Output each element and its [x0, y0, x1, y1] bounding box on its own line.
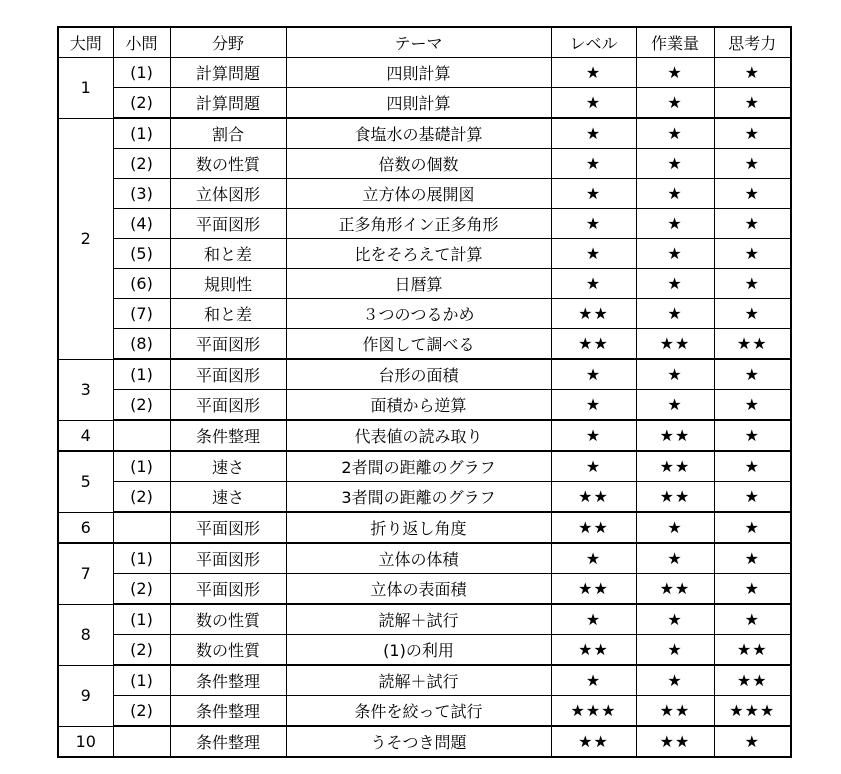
- workload-stars: ★: [636, 88, 714, 119]
- workload-stars: ★: [636, 604, 714, 635]
- sub-question-cell: (1): [113, 118, 170, 149]
- main-question-number: 8: [58, 604, 113, 665]
- level-stars: ★: [551, 390, 636, 421]
- thinking-stars: ★★: [714, 665, 791, 696]
- thinking-stars: ★: [714, 604, 791, 635]
- level-stars: ★★: [551, 726, 636, 757]
- thinking-stars: ★: [714, 118, 791, 149]
- level-stars: ★★: [551, 574, 636, 605]
- table-body: [58, 58, 791, 758]
- workload-stars: ★: [636, 299, 714, 329]
- main-question-number: 2: [58, 118, 113, 359]
- field-cell: 規則性: [170, 269, 286, 299]
- table-row: [58, 359, 791, 390]
- theme-cell: うそつき問題: [286, 726, 551, 757]
- sub-question-cell: (2): [113, 482, 170, 513]
- header-cell: 小問: [113, 27, 170, 58]
- level-stars: ★: [551, 543, 636, 574]
- workload-stars: ★★: [636, 451, 714, 482]
- main-question-number: 10: [58, 726, 113, 757]
- table-row: [58, 543, 791, 574]
- workload-stars: ★: [636, 390, 714, 421]
- level-stars: ★: [551, 269, 636, 299]
- level-stars: ★: [551, 179, 636, 209]
- workload-stars: ★: [636, 359, 714, 390]
- theme-cell: 四則計算: [286, 58, 551, 88]
- field-cell: 平面図形: [170, 329, 286, 360]
- theme-cell: 日暦算: [286, 269, 551, 299]
- thinking-stars: ★: [714, 149, 791, 179]
- workload-stars: ★: [636, 543, 714, 574]
- workload-stars: ★: [636, 512, 714, 543]
- thinking-stars: ★★: [714, 329, 791, 360]
- thinking-stars: ★★★: [714, 696, 791, 727]
- table-row: [58, 299, 791, 329]
- theme-cell: ３つのつるかめ: [286, 299, 551, 329]
- level-stars: ★: [551, 420, 636, 451]
- theme-cell: 面積から逆算: [286, 390, 551, 421]
- header-cell: 大問: [58, 27, 113, 58]
- workload-stars: ★: [636, 269, 714, 299]
- sub-question-cell: (1): [113, 665, 170, 696]
- table-row: [58, 269, 791, 299]
- theme-cell: 立体の表面積: [286, 574, 551, 605]
- thinking-stars: ★: [714, 239, 791, 269]
- sub-question-cell: (7): [113, 299, 170, 329]
- thinking-stars: ★: [714, 58, 791, 88]
- table-row: [58, 390, 791, 421]
- field-cell: 速さ: [170, 451, 286, 482]
- sub-question-cell: (2): [113, 149, 170, 179]
- workload-stars: ★★: [636, 420, 714, 451]
- sub-question-cell: (1): [113, 58, 170, 88]
- header-cell: 作業量: [636, 27, 714, 58]
- table-row: [58, 209, 791, 239]
- thinking-stars: ★: [714, 512, 791, 543]
- theme-cell: 倍数の個数: [286, 149, 551, 179]
- level-stars: ★★: [551, 482, 636, 513]
- field-cell: 和と差: [170, 239, 286, 269]
- sub-question-cell: (2): [113, 696, 170, 727]
- theme-cell: 2者間の距離のグラフ: [286, 451, 551, 482]
- thinking-stars: ★: [714, 359, 791, 390]
- sub-question-cell: [113, 726, 170, 757]
- workload-stars: ★: [636, 239, 714, 269]
- main-question-number: 9: [58, 665, 113, 726]
- field-cell: 和と差: [170, 299, 286, 329]
- field-cell: 割合: [170, 118, 286, 149]
- field-cell: 数の性質: [170, 149, 286, 179]
- header-cell: 分野: [170, 27, 286, 58]
- table-row: [58, 482, 791, 513]
- workload-stars: ★★: [636, 726, 714, 757]
- level-stars: ★: [551, 665, 636, 696]
- level-stars: ★★: [551, 299, 636, 329]
- table-row: [58, 665, 791, 696]
- theme-cell: 3者間の距離のグラフ: [286, 482, 551, 513]
- thinking-stars: ★: [714, 451, 791, 482]
- workload-stars: ★: [636, 118, 714, 149]
- thinking-stars: ★: [714, 299, 791, 329]
- field-cell: 平面図形: [170, 390, 286, 421]
- level-stars: ★: [551, 118, 636, 149]
- workload-stars: ★★: [636, 574, 714, 605]
- table-row: [58, 420, 791, 451]
- level-stars: ★: [551, 359, 636, 390]
- thinking-stars: ★: [714, 726, 791, 757]
- sub-question-cell: (1): [113, 543, 170, 574]
- field-cell: 平面図形: [170, 574, 286, 605]
- table-row: [58, 604, 791, 635]
- header-cell: テーマ: [286, 27, 551, 58]
- field-cell: 平面図形: [170, 359, 286, 390]
- sub-question-cell: (6): [113, 269, 170, 299]
- theme-cell: 立方体の展開図: [286, 179, 551, 209]
- sub-question-cell: (3): [113, 179, 170, 209]
- level-stars: ★★: [551, 329, 636, 360]
- header-cell: 思考力: [714, 27, 791, 58]
- level-stars: ★★★: [551, 696, 636, 727]
- problem-analysis-table: [57, 26, 792, 758]
- theme-cell: 正多角形イン正多角形: [286, 209, 551, 239]
- theme-cell: 読解＋試行: [286, 604, 551, 635]
- table-row: [58, 696, 791, 727]
- field-cell: 条件整理: [170, 696, 286, 727]
- field-cell: 立体図形: [170, 179, 286, 209]
- table-row: [58, 149, 791, 179]
- thinking-stars: ★: [714, 88, 791, 119]
- level-stars: ★: [551, 604, 636, 635]
- field-cell: 数の性質: [170, 604, 286, 635]
- thinking-stars: ★: [714, 482, 791, 513]
- workload-stars: ★: [636, 665, 714, 696]
- table-row: [58, 239, 791, 269]
- sub-question-cell: (1): [113, 604, 170, 635]
- theme-cell: 作図して調べる: [286, 329, 551, 360]
- workload-stars: ★★: [636, 482, 714, 513]
- workload-stars: ★: [636, 149, 714, 179]
- main-question-number: 5: [58, 451, 113, 512]
- table-row: [58, 58, 791, 88]
- sub-question-cell: (4): [113, 209, 170, 239]
- theme-cell: 四則計算: [286, 88, 551, 119]
- field-cell: 条件整理: [170, 665, 286, 696]
- table-row: [58, 451, 791, 482]
- theme-cell: 折り返し角度: [286, 512, 551, 543]
- level-stars: ★: [551, 149, 636, 179]
- field-cell: 数の性質: [170, 635, 286, 666]
- theme-cell: (1)の利用: [286, 635, 551, 666]
- table-row: [58, 512, 791, 543]
- workload-stars: ★★: [636, 329, 714, 360]
- sub-question-cell: (5): [113, 239, 170, 269]
- level-stars: ★: [551, 88, 636, 119]
- table-row: [58, 88, 791, 119]
- sub-question-cell: [113, 512, 170, 543]
- table-row: [58, 179, 791, 209]
- level-stars: ★: [551, 239, 636, 269]
- thinking-stars: ★: [714, 543, 791, 574]
- sub-question-cell: (2): [113, 574, 170, 605]
- sub-question-cell: (2): [113, 390, 170, 421]
- field-cell: 計算問題: [170, 88, 286, 119]
- theme-cell: 立体の体積: [286, 543, 551, 574]
- sub-question-cell: (1): [113, 359, 170, 390]
- main-question-number: 1: [58, 58, 113, 119]
- main-question-number: 4: [58, 420, 113, 451]
- sub-question-cell: (2): [113, 88, 170, 119]
- theme-cell: 代表値の読み取り: [286, 420, 551, 451]
- field-cell: 速さ: [170, 482, 286, 513]
- level-stars: ★: [551, 58, 636, 88]
- table-row: [58, 329, 791, 360]
- thinking-stars: ★: [714, 269, 791, 299]
- workload-stars: ★: [636, 179, 714, 209]
- sub-question-cell: (1): [113, 451, 170, 482]
- table-row: [58, 726, 791, 757]
- workload-stars: ★: [636, 58, 714, 88]
- table-row: [58, 635, 791, 666]
- table-row: [58, 574, 791, 605]
- field-cell: 条件整理: [170, 420, 286, 451]
- level-stars: ★: [551, 451, 636, 482]
- thinking-stars: ★: [714, 179, 791, 209]
- theme-cell: 食塩水の基礎計算: [286, 118, 551, 149]
- workload-stars: ★★: [636, 696, 714, 727]
- thinking-stars: ★★: [714, 635, 791, 666]
- theme-cell: 台形の面積: [286, 359, 551, 390]
- theme-cell: 読解＋試行: [286, 665, 551, 696]
- workload-stars: ★: [636, 209, 714, 239]
- sub-question-cell: (8): [113, 329, 170, 360]
- main-question-number: 7: [58, 543, 113, 604]
- theme-cell: 条件を絞って試行: [286, 696, 551, 727]
- field-cell: 平面図形: [170, 512, 286, 543]
- main-question-number: 6: [58, 512, 113, 543]
- field-cell: 計算問題: [170, 58, 286, 88]
- header-row: [58, 27, 791, 58]
- thinking-stars: ★: [714, 574, 791, 605]
- level-stars: ★★: [551, 512, 636, 543]
- level-stars: ★★: [551, 635, 636, 666]
- field-cell: 平面図形: [170, 543, 286, 574]
- thinking-stars: ★: [714, 209, 791, 239]
- workload-stars: ★: [636, 635, 714, 666]
- theme-cell: 比をそろえて計算: [286, 239, 551, 269]
- field-cell: 条件整理: [170, 726, 286, 757]
- level-stars: ★: [551, 209, 636, 239]
- field-cell: 平面図形: [170, 209, 286, 239]
- sub-question-cell: (2): [113, 635, 170, 666]
- main-question-number: 3: [58, 359, 113, 420]
- thinking-stars: ★: [714, 420, 791, 451]
- sub-question-cell: [113, 420, 170, 451]
- header-cell: レベル: [551, 27, 636, 58]
- thinking-stars: ★: [714, 390, 791, 421]
- table-row: [58, 118, 791, 149]
